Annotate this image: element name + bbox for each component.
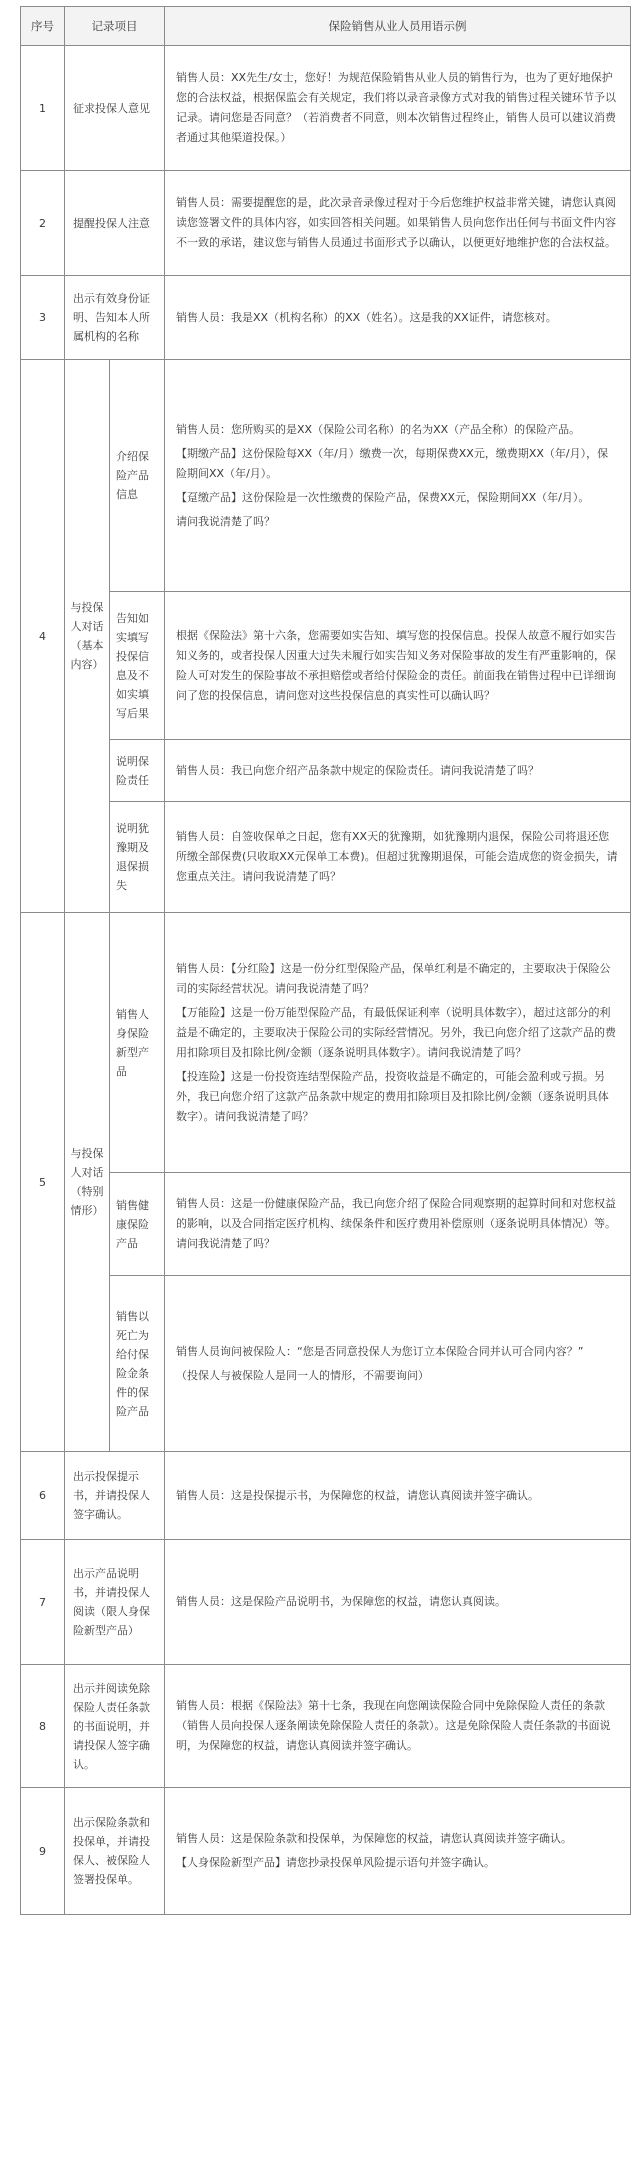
script-line: 销售人员：这是一份健康保险产品，我已向您介绍了保险合同观察期的起算时间和对您权益的影响，以及合同指定医疗机构、续保条件和医疗费用补偿原则（逐条说明具体情况）等。请问我说清楚了吗？ — [176, 1197, 616, 1250]
script-line: 销售人员询问被保险人：“您是否同意投保人为您订立本保险合同并认可合同内容？” — [176, 1344, 584, 1358]
table-row — [21, 1173, 631, 1276]
table-row — [21, 1665, 631, 1788]
row-item: 与投保人对话（特别情形） — [65, 913, 110, 1452]
table-row — [21, 171, 631, 276]
row-item: 出示并阅读免除保险人责任条款的书面说明，并请投保人签字确认。 — [65, 1665, 165, 1788]
script-line: 【趸缴产品】这份保险是一次性缴费的保险产品，保费XX元，保险期间XX（年/月）。 — [176, 490, 590, 504]
script-line: 销售人员：【分红险】这是一份分红型保险产品，保单红利是不确定的，主要取决于保险公司的实际经营状况。请问我说清楚了吗？ — [176, 961, 611, 995]
script-line: 销售人员：这是保险产品说明书，为保障您的权益，请您认真阅读。 — [176, 1595, 506, 1608]
script-line: 【期缴产品】这份保险每XX（年/月）缴费一次，每期保费XX元，缴费期XX（年/月），保险期间XX（年/月）。 — [176, 446, 609, 480]
script-line: 【投连险】这是一份投资连结型保险产品，投资收益是不确定的，可能会盈利或亏损。另外，我已向您介绍了这款产品条款中规定的费用扣除项目及扣除比例/金额（逐条说明具体数字）。请问我说清楚了吗？ — [176, 1069, 609, 1123]
row-script — [165, 802, 631, 913]
row-item: 出示保险条款和投保单，并请投保人、被保险人签署投保单。 — [65, 1788, 165, 1915]
row-script — [165, 592, 631, 740]
script-line: 销售人员：根据《保险法》第十七条，我现在向您阐读保险合同中免除保险人责任的条款（销售人员向投保人逐条阐读免除保险人责任的条款）。这是免除保险人责任条款的书面说明，为保障您的权益，请您认真阅读并签字确认。 — [176, 1699, 611, 1752]
row-script — [165, 276, 631, 360]
row-num: 3 — [21, 276, 65, 360]
script-line: 销售人员：这是保险条款和投保单，为保障您的权益，请您认真阅读并签字确认。 — [176, 1832, 572, 1845]
script-line: 销售人员：需要提醒您的是，此次录音录像过程对于今后您维护权益非常关键，请您认真阅读您签署文件的具体内容，如实回答相关问题。如果销售人员向您作出任何与书面文件内容不一致的承诺，建议您与销售人员通过书面形式予以确认，以便更好地维护您的合法权益。 — [176, 196, 616, 249]
script-line: 请问我说清楚了吗？ — [176, 514, 275, 528]
row-num: 9 — [21, 1788, 65, 1915]
table-row — [21, 276, 631, 360]
row-subitem: 告知如实填写投保信息及不如实填写后果 — [110, 592, 165, 740]
script-line: 销售人员：这是投保提示书，为保障您的权益，请您认真阅读并签字确认。 — [176, 1488, 539, 1502]
script-line: 销售人员：XX先生/女士，您好！为规范保险销售从业人员的销售行为，也为了更好地保护您的合法权益，根据保监会有关规定，我们将以录音录像方式对我的销售过程关键环节予以记录。请问您是否同意？（若消费者不同意，则本次销售过程终止，销售人员可以建议消费者通过其他渠道投保。） — [176, 71, 616, 144]
row-script — [165, 1173, 631, 1276]
row-num: 2 — [21, 171, 65, 276]
script-line: 根据《保险法》第十六条，您需要如实告知、填写您的投保信息。投保人故意不履行如实告知义务的，或者投保人因重大过失未履行如实告知义务对保险事故的发生有严重影响的，保险人可对发生的保险事故不承担赔偿或者给付保险金的责任。前面我在销售过程中已详细询问了您的投保信息，请问您对这些投保信息的真实性可以确认吗？ — [176, 628, 616, 702]
script-line: 销售人员：您所购买的是XX（保险公司名称）的名为XX（产品全称）的保险产品。 — [176, 422, 581, 436]
sales-script-table — [20, 6, 631, 1915]
script-line: 销售人员：自签收保单之日起，您有XX天的犹豫期，如犹豫期内退保，保险公司将退还您所缴全部保费(只收取XX元保单工本费)。但超过犹豫期退保，可能会造成您的资金损失，请您重点关注。请问我说清楚了吗？ — [176, 830, 618, 883]
row-script — [165, 740, 631, 802]
row-item: 提醒投保人注意 — [65, 171, 165, 276]
row-subitem: 销售以死亡为给付保险金条件的保险产品 — [110, 1276, 165, 1452]
script-line: 销售人员：我已向您介绍产品条款中规定的保险责任。请问我说清楚了吗？ — [176, 763, 539, 777]
row-subitem: 介绍保险产品信息 — [110, 360, 165, 592]
header-num: 序号 — [21, 7, 65, 46]
script-line: 【人身保险新型产品】请您抄录投保单风险提示语句并签字确认。 — [176, 1856, 495, 1869]
row-script — [165, 1788, 631, 1915]
header-item: 记录项目 — [65, 7, 165, 46]
header-script: 保险销售从业人员用语示例 — [165, 7, 631, 46]
row-script — [165, 1540, 631, 1665]
row-item: 征求投保人意见 — [65, 46, 165, 171]
table-row — [21, 802, 631, 913]
table-row — [21, 1452, 631, 1540]
row-item: 出示投保提示书，并请投保人签字确认。 — [65, 1452, 165, 1540]
table-row — [21, 1540, 631, 1665]
row-item: 出示有效身份证明、告知本人所属机构的名称 — [65, 276, 165, 360]
row-num: 8 — [21, 1665, 65, 1788]
row-subitem: 销售健康保险产品 — [110, 1173, 165, 1276]
table-row — [21, 592, 631, 740]
row-subitem: 说明犹豫期及退保损失 — [110, 802, 165, 913]
row-subitem: 说明保险责任 — [110, 740, 165, 802]
row-script — [165, 360, 631, 592]
row-script — [165, 46, 631, 171]
script-line: （投保人与被保险人是同一人的情形，不需要询问） — [176, 1368, 429, 1382]
script-line: 【万能险】这是一份万能型保险产品，有最低保证利率（说明具体数字），超过这部分的利益是不确定的，主要取决于保险公司的实际经营情况。另外，我已向您介绍了这款产品的费用扣除项目及扣除比例/金额（逐条说明具体数字）。请问我说清楚了吗？ — [176, 1005, 616, 1059]
row-script — [165, 1452, 631, 1540]
table-row — [21, 360, 631, 592]
row-num: 1 — [21, 46, 65, 171]
table-row — [21, 1788, 631, 1915]
table-row — [21, 1276, 631, 1452]
table-row — [21, 913, 631, 1173]
row-item: 出示产品说明书，并请投保人阅读（限人身保险新型产品） — [65, 1540, 165, 1665]
row-script — [165, 1276, 631, 1452]
table-row — [21, 46, 631, 171]
row-subitem: 销售人身保险新型产品 — [110, 913, 165, 1173]
row-num: 5 — [21, 913, 65, 1452]
row-item: 与投保人对话（基本内容） — [65, 360, 110, 913]
row-script — [165, 913, 631, 1173]
row-script — [165, 171, 631, 276]
script-line: 销售人员：我是XX（机构名称）的XX（姓名）。这是我的XX证件，请您核对。 — [176, 310, 557, 324]
row-script — [165, 1665, 631, 1788]
header-row — [21, 7, 631, 46]
row-num: 6 — [21, 1452, 65, 1540]
row-num: 7 — [21, 1540, 65, 1665]
table-row — [21, 740, 631, 802]
row-num: 4 — [21, 360, 65, 913]
